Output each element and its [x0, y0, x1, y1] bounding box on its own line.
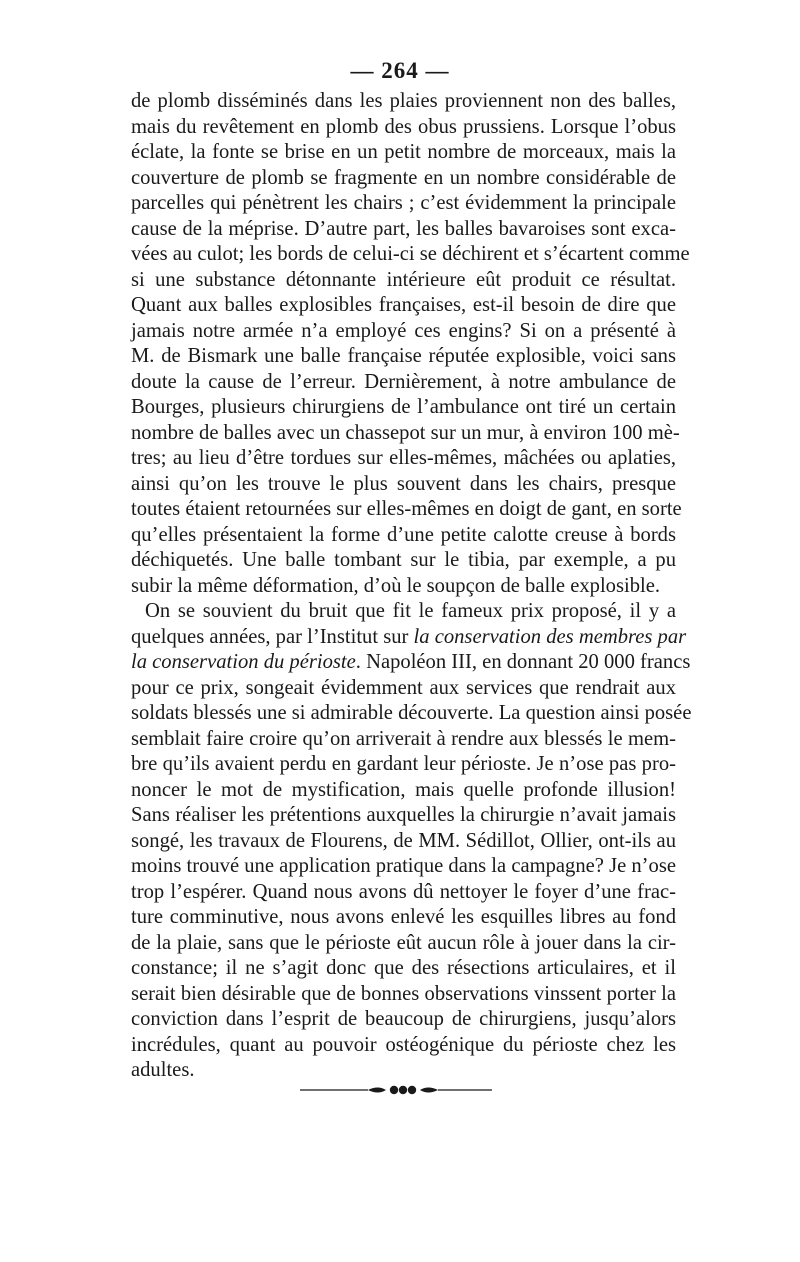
text-line: soldats blessés une si admirable découverte. La question ainsi posée: [131, 702, 692, 724]
text-line: de la plaie, sans que le périoste eût aucun rôle à jouer dans la cir-: [131, 931, 676, 954]
text-run: . Napoléon III, en donnant 20 000 francs: [355, 651, 691, 673]
text-line: bre qu’ils avaient perdu en gardant leur périoste. Je n’ose pas pro-: [131, 753, 676, 775]
text-line: noncer le mot de mystification, mais quelle profonde illusion!: [131, 778, 676, 801]
text-line: tres; au lieu d’être tordues sur elles-mêmes, mâchées ou aplaties,: [131, 447, 676, 469]
text-line: jamais notre armée n’a employé ces engins? Si on a présenté à: [131, 319, 676, 342]
text-line: trop l’espérer. Quand nous avons dû nettoyer le foyer d’une frac-: [131, 880, 676, 903]
text-line: moins trouvé une application pratique dans la campagne? Je n’ose: [131, 855, 676, 877]
text-line: [131, 625, 687, 651]
text-line: toutes étaient retournées sur elles-mêmes en doigt de gant, en sorte: [131, 498, 682, 520]
text-line: conviction dans l’esprit de beaucoup de chirurgiens, jusqu’alors: [131, 1008, 676, 1030]
text-line: incrédules, quant au pouvoir ostéogénique du périoste chez les: [131, 1033, 676, 1056]
text-line: serait bien désirable que de bonnes observations vinssent porter la: [131, 982, 676, 1005]
italic-title: la conservation des membres par: [413, 625, 687, 648]
text-line: constance; il ne s’agit donc que des résections articulaires, et il: [131, 957, 676, 979]
text-line: de plomb disséminés dans les plaies proviennent non des balles,: [131, 90, 676, 112]
text-line: si une substance détonnante intérieure eût produit ce résultat.: [131, 268, 676, 291]
text-line: Bourges, plusieurs chirurgiens de l’ambulance ont tiré un certain: [131, 396, 676, 418]
page-number: — 264 —: [350, 58, 450, 83]
text-run: quelques années, par l’Institut sur: [131, 625, 414, 648]
italic-title: la conservation du périoste: [131, 651, 356, 673]
text-line: qu’elles présentaient la forme d’une petite calotte creuse à bords: [131, 523, 676, 546]
text-line: doute la cause de l’erreur. Dernièrement, à notre ambulance de: [131, 370, 676, 393]
text-line: Sans réaliser les prétentions auxquelles la chirurgie n’avait jamais: [131, 804, 676, 826]
text-line: M. de Bismark une balle française réputée explosible, voici sans: [131, 345, 676, 367]
text-line: semblait faire croire qu’on arriverait à rendre aux blessés le mem-: [131, 727, 676, 750]
text-line: songé, les travaux de Flourens, de MM. Sédillot, Ollier, ont-ils au: [131, 829, 676, 852]
body-text: [131, 89, 692, 1084]
text-line: vées au culot; les bords de celui-ci se déchirent et s’écartent comme: [131, 243, 690, 265]
text-line: Quant aux balles explosibles françaises, est-il besoin de dire que: [131, 294, 676, 316]
text-line: adultes.: [131, 1059, 195, 1081]
text-line: subir la même déformation, d’où le soupçon de balle explosible.: [131, 574, 661, 597]
text-line: éclate, la fonte se brise en un petit nombre de morceaux, mais la: [131, 141, 676, 163]
text-line: déchiquetés. Une balle tombant sur le tibia, par exemple, a pu: [131, 549, 676, 571]
text-line: ture comminutive, nous avons enlevé les esquilles libres au fond: [131, 906, 676, 928]
ornamental-rule: [298, 1083, 494, 1097]
text-line: cause de la méprise. D’autre part, les balles bavaroises sont exca-: [131, 217, 676, 240]
text-line: On se souvient du bruit que fit le fameux prix proposé, il y a: [145, 600, 676, 622]
text-line: nombre de balles avec un chassepot sur un mur, à environ 100 mè-: [131, 421, 680, 444]
text-line: parcelles qui pénètrent les chairs ; c’est évidemment la principale: [131, 192, 676, 214]
text-line: pour ce prix, songeait évidemment aux services que rendrait aux: [131, 676, 676, 699]
text-line: mais du revêtement en plomb des obus prussiens. Lorsque l’obus: [131, 115, 676, 138]
text-line: ainsi qu’on les trouve le plus souvent dans les chairs, presque: [131, 472, 676, 495]
text-line: couverture de plomb se fragmente en un nombre considérable de: [131, 166, 676, 189]
text-line: [131, 650, 691, 676]
